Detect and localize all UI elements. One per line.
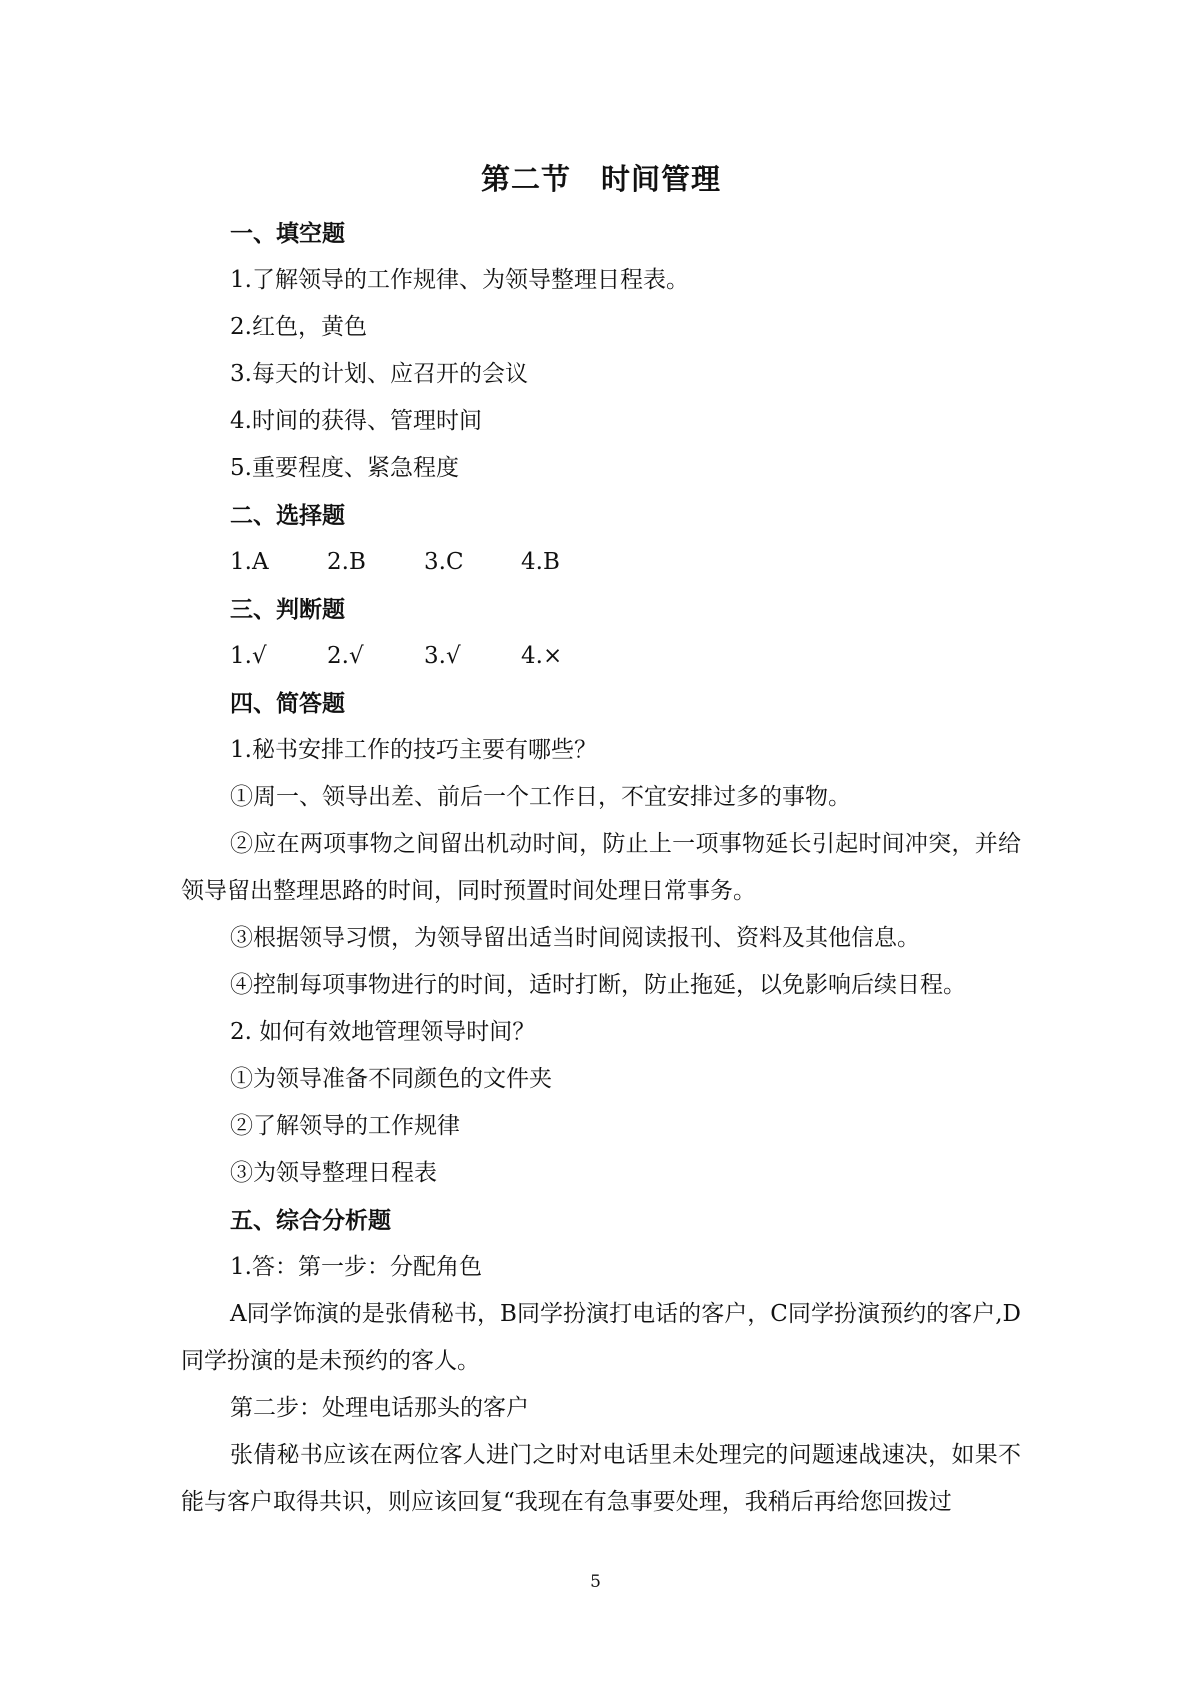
title-topic: 时间管理	[601, 162, 722, 196]
fill-blank-item: 3.每天的计划、应召开的会议	[230, 361, 528, 387]
judge-answer: 4.×	[521, 643, 563, 669]
fill-blank-item: 5.重要程度、紧急程度	[230, 455, 459, 481]
short-answer-question: 1.秘书安排工作的技巧主要有哪些？	[230, 737, 597, 763]
short-answer-point: ②了解领导的工作规律	[230, 1113, 460, 1139]
analysis-paragraph: A同学饰演的是张倩秘书，B同学扮演打电话的客户，C同学扮演预约的客户,D同学扮演的是未预约的客人。	[181, 1301, 1021, 1374]
analysis-paragraph: 张倩秘书应该在两位客人进门之时对电话里未处理完的问题速战速决，如果不能与客户取得共识，则应该回复“我现在有急事要处理，我稍后再给您回拨过	[181, 1442, 1021, 1515]
section-heading-analysis: 五、综合分析题	[230, 1207, 391, 1234]
short-answer-point: ③为领导整理日程表	[230, 1160, 437, 1186]
choice-answer: 1.A	[230, 549, 269, 575]
judge-answers-row	[181, 633, 1021, 680]
choice-answer: 3.C	[424, 549, 464, 575]
fill-blank-item: 2.红色，黄色	[230, 314, 367, 340]
page-number: 5	[590, 1572, 601, 1592]
short-answer-point: ②应在两项事物之间留出机动时间，防止上一项事物延长引起时间冲突，并给领导留出整理思路的时间，同时预置时间处理日常事务。	[181, 831, 1021, 904]
section-heading-fill-blank: 一、填空题	[230, 220, 345, 247]
choice-answer: 2.B	[327, 549, 366, 575]
section-heading-judge: 三、判断题	[230, 596, 345, 623]
fill-blank-item: 4.时间的获得、管理时间	[230, 408, 482, 434]
analysis-step: 第二步：处理电话那头的客户	[230, 1395, 529, 1421]
analysis-step: 1.答：第一步：分配角色	[230, 1254, 482, 1280]
page-title	[181, 150, 1021, 208]
short-answer-question: 2. 如何有效地管理领导时间？	[230, 1019, 536, 1045]
section-heading-short-answer: 四、简答题	[230, 690, 345, 717]
short-answer-point: ①为领导准备不同颜色的文件夹	[230, 1066, 552, 1092]
choice-answer: 4.B	[521, 549, 560, 575]
short-answer-point: ①周一、领导出差、前后一个工作日，不宜安排过多的事物。	[230, 784, 851, 810]
judge-answer: 2.√	[327, 643, 364, 669]
judge-answer: 3.√	[424, 643, 461, 669]
short-answer-point: ④控制每项事物进行的时间，适时打断，防止拖延，以免影响后续日程。	[230, 972, 966, 998]
judge-answer: 1.√	[230, 643, 267, 669]
short-answer-point: ③根据领导习惯，为领导留出适当时间阅读报刊、资料及其他信息。	[230, 925, 920, 951]
choice-answers-row	[181, 539, 1021, 586]
fill-blank-item: 1.了解领导的工作规律、为领导整理日程表。	[230, 267, 689, 293]
title-section-number: 第二节	[480, 162, 571, 196]
section-heading-choice: 二、选择题	[230, 502, 345, 529]
document-content	[181, 150, 1021, 1526]
